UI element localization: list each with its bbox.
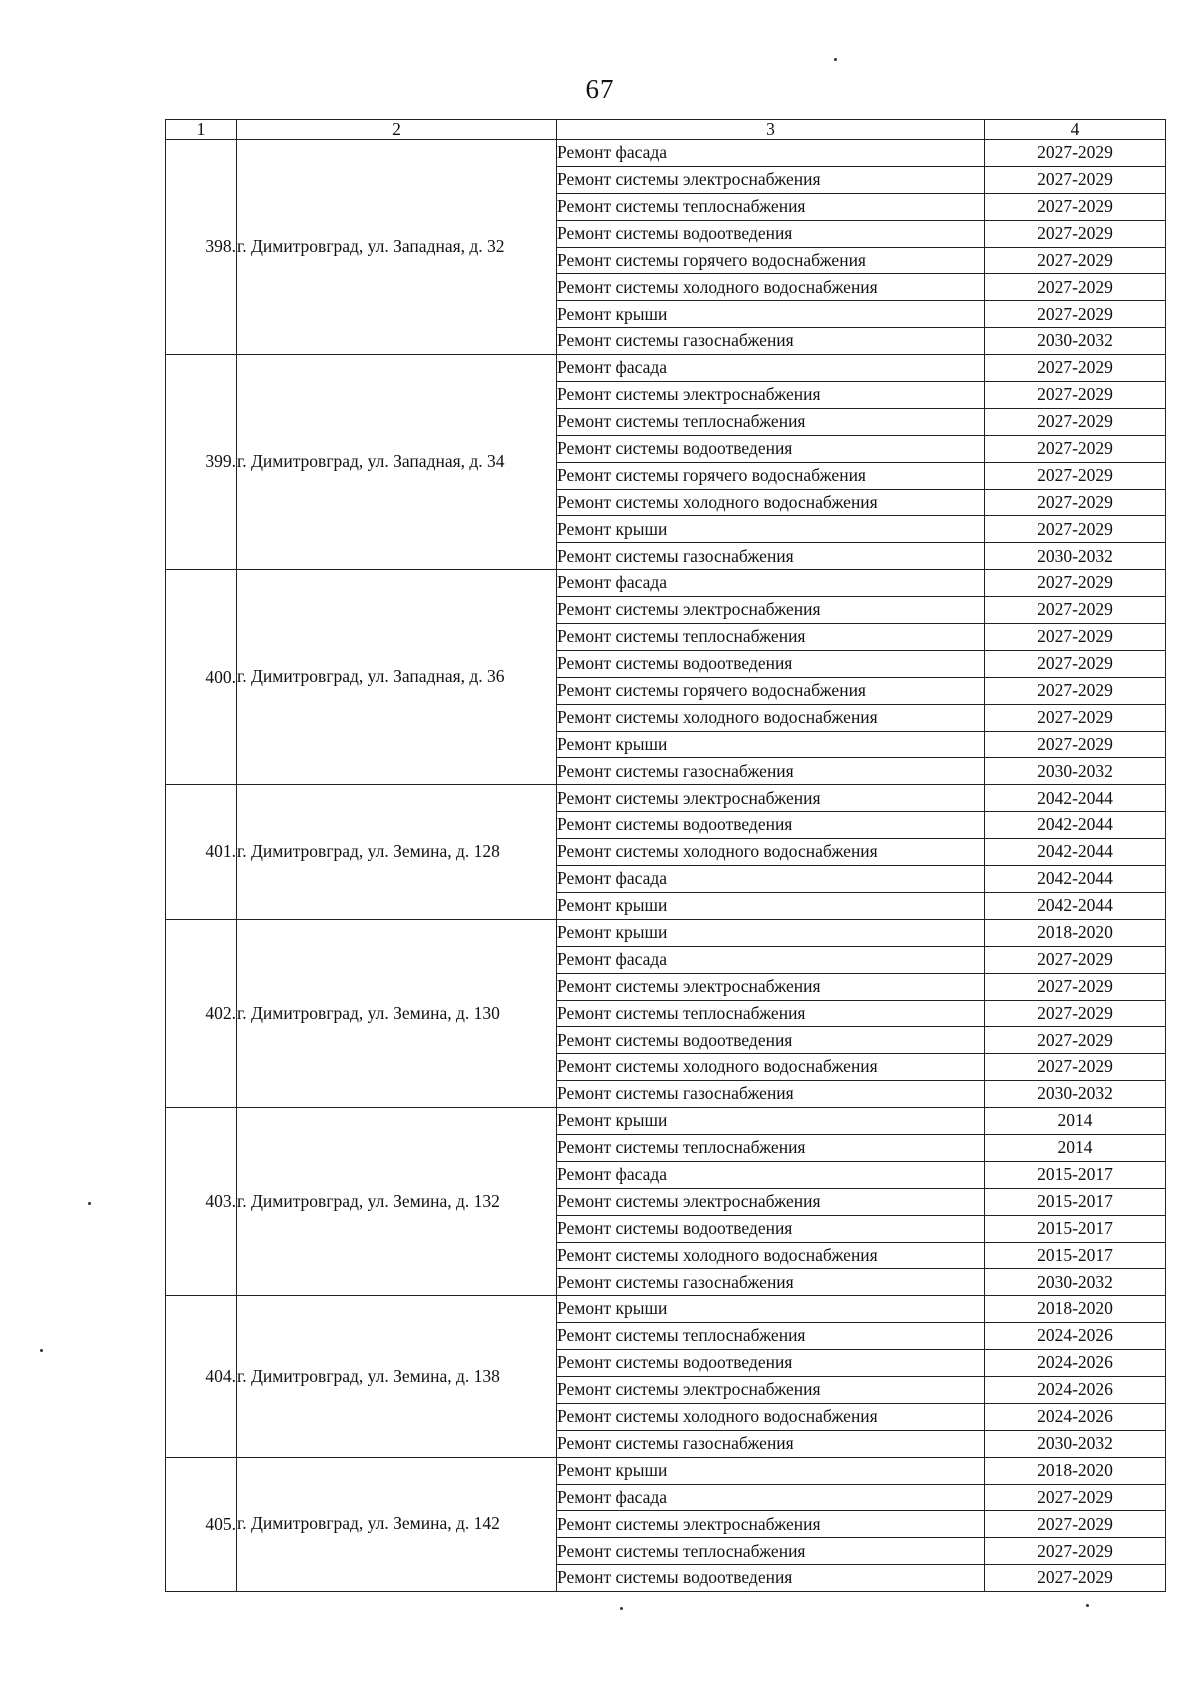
table-body: [166, 140, 1166, 1592]
period-cell: 2027-2029: [985, 140, 1166, 167]
work-type-cell: Ремонт системы электроснабжения: [557, 973, 985, 1000]
work-type-cell: Ремонт системы электроснабжения: [557, 597, 985, 624]
work-type-cell: Ремонт системы газоснабжения: [557, 1081, 985, 1108]
work-type-cell: Ремонт системы холодного водоснабжения: [557, 1054, 985, 1081]
entry-address: г. Димитровград, ул. Западная, д. 32: [237, 140, 557, 355]
scan-speck: [834, 58, 837, 61]
period-cell: 2027-2029: [985, 570, 1166, 597]
table-row: [166, 140, 1166, 167]
entry-number: 401.: [166, 785, 237, 919]
period-cell: 2027-2029: [985, 355, 1166, 382]
entry-address: г. Димитровград, ул. Земина, д. 142: [237, 1457, 557, 1591]
work-type-cell: Ремонт системы теплоснабжения: [557, 1000, 985, 1027]
period-cell: 2015-2017: [985, 1161, 1166, 1188]
work-type-cell: Ремонт фасада: [557, 1161, 985, 1188]
period-cell: 2027-2029: [985, 704, 1166, 731]
entry-number: 405.: [166, 1457, 237, 1591]
work-type-cell: Ремонт системы холодного водоснабжения: [557, 1242, 985, 1269]
period-cell: 2027-2029: [985, 435, 1166, 462]
work-type-cell: Ремонт крыши: [557, 731, 985, 758]
work-type-cell: Ремонт фасада: [557, 1484, 985, 1511]
work-type-cell: Ремонт системы холодного водоснабжения: [557, 489, 985, 516]
work-type-cell: Ремонт системы водоотведения: [557, 435, 985, 462]
work-type-cell: Ремонт системы водоотведения: [557, 812, 985, 839]
work-type-cell: Ремонт системы газоснабжения: [557, 543, 985, 570]
work-type-cell: Ремонт системы газоснабжения: [557, 1430, 985, 1457]
work-type-cell: Ремонт крыши: [557, 516, 985, 543]
table-row: [166, 1457, 1166, 1484]
period-cell: 2027-2029: [985, 1484, 1166, 1511]
period-cell: 2027-2029: [985, 1538, 1166, 1565]
period-cell: 2024-2026: [985, 1376, 1166, 1403]
period-cell: 2027-2029: [985, 301, 1166, 328]
entry-number: 400.: [166, 570, 237, 785]
work-type-cell: Ремонт крыши: [557, 1457, 985, 1484]
work-type-cell: Ремонт системы водоотведения: [557, 1027, 985, 1054]
period-cell: 2014: [985, 1134, 1166, 1161]
table-row: [166, 570, 1166, 597]
entry-number: 398.: [166, 140, 237, 355]
work-type-cell: Ремонт системы электроснабжения: [557, 166, 985, 193]
period-cell: 2024-2026: [985, 1403, 1166, 1430]
work-type-cell: Ремонт системы теплоснабжения: [557, 624, 985, 651]
work-type-cell: Ремонт системы горячего водоснабжения: [557, 247, 985, 274]
period-cell: 2042-2044: [985, 785, 1166, 812]
period-cell: 2030-2032: [985, 758, 1166, 785]
work-type-cell: Ремонт фасада: [557, 140, 985, 167]
work-type-cell: Ремонт системы газоснабжения: [557, 758, 985, 785]
period-cell: 2027-2029: [985, 1000, 1166, 1027]
period-cell: 2027-2029: [985, 382, 1166, 409]
period-cell: 2042-2044: [985, 866, 1166, 893]
period-cell: 2030-2032: [985, 1430, 1166, 1457]
work-type-cell: Ремонт системы газоснабжения: [557, 1269, 985, 1296]
column-header-4: 4: [985, 120, 1166, 140]
period-cell: 2027-2029: [985, 973, 1166, 1000]
work-type-cell: Ремонт системы электроснабжения: [557, 1188, 985, 1215]
period-cell: 2014: [985, 1108, 1166, 1135]
period-cell: 2027-2029: [985, 1511, 1166, 1538]
period-cell: 2015-2017: [985, 1215, 1166, 1242]
period-cell: 2027-2029: [985, 516, 1166, 543]
work-type-cell: Ремонт системы горячего водоснабжения: [557, 462, 985, 489]
period-cell: 2042-2044: [985, 892, 1166, 919]
period-cell: 2030-2032: [985, 543, 1166, 570]
entry-address: г. Димитровград, ул. Земина, д. 138: [237, 1296, 557, 1457]
table-row: [166, 1108, 1166, 1135]
period-cell: 2030-2032: [985, 1081, 1166, 1108]
work-type-cell: Ремонт системы холодного водоснабжения: [557, 704, 985, 731]
entry-address: г. Димитровград, ул. Земина, д. 128: [237, 785, 557, 919]
period-cell: 2027-2029: [985, 462, 1166, 489]
work-type-cell: Ремонт системы теплоснабжения: [557, 1538, 985, 1565]
table-row: [166, 919, 1166, 946]
column-header-1: 1: [166, 120, 237, 140]
work-type-cell: Ремонт системы водоотведения: [557, 650, 985, 677]
table-row: [166, 785, 1166, 812]
entry-number: 402.: [166, 919, 237, 1107]
period-cell: 2027-2029: [985, 946, 1166, 973]
scan-speck: [88, 1202, 91, 1205]
period-cell: 2015-2017: [985, 1188, 1166, 1215]
column-header-2: 2: [237, 120, 557, 140]
period-cell: 2018-2020: [985, 919, 1166, 946]
period-cell: 2027-2029: [985, 408, 1166, 435]
period-cell: 2042-2044: [985, 839, 1166, 866]
work-type-cell: Ремонт крыши: [557, 1296, 985, 1323]
work-type-cell: Ремонт крыши: [557, 301, 985, 328]
work-type-cell: Ремонт системы электроснабжения: [557, 1376, 985, 1403]
period-cell: 2027-2029: [985, 489, 1166, 516]
scan-speck: [620, 1607, 623, 1610]
entry-address: г. Димитровград, ул. Западная, д. 34: [237, 355, 557, 570]
column-header-3: 3: [557, 120, 985, 140]
period-cell: 2027-2029: [985, 1565, 1166, 1592]
repair-schedule-table: [165, 119, 1166, 1592]
work-type-cell: Ремонт крыши: [557, 1108, 985, 1135]
work-type-cell: Ремонт системы холодного водоснабжения: [557, 274, 985, 301]
work-type-cell: Ремонт фасада: [557, 355, 985, 382]
work-type-cell: Ремонт системы горячего водоснабжения: [557, 677, 985, 704]
period-cell: 2027-2029: [985, 193, 1166, 220]
work-type-cell: Ремонт системы водоотведения: [557, 1565, 985, 1592]
work-type-cell: Ремонт системы теплоснабжения: [557, 193, 985, 220]
entry-number: 404.: [166, 1296, 237, 1457]
work-type-cell: Ремонт фасада: [557, 570, 985, 597]
work-type-cell: Ремонт системы водоотведения: [557, 1215, 985, 1242]
header-row: [166, 120, 1166, 140]
entry-number: 399.: [166, 355, 237, 570]
period-cell: 2024-2026: [985, 1323, 1166, 1350]
work-type-cell: Ремонт системы теплоснабжения: [557, 1323, 985, 1350]
period-cell: 2018-2020: [985, 1457, 1166, 1484]
entry-address: г. Димитровград, ул. Западная, д. 36: [237, 570, 557, 785]
period-cell: 2027-2029: [985, 597, 1166, 624]
work-type-cell: Ремонт системы холодного водоснабжения: [557, 1403, 985, 1430]
period-cell: 2015-2017: [985, 1242, 1166, 1269]
period-cell: 2024-2026: [985, 1350, 1166, 1377]
period-cell: 2027-2029: [985, 1054, 1166, 1081]
period-cell: 2027-2029: [985, 650, 1166, 677]
period-cell: 2018-2020: [985, 1296, 1166, 1323]
work-type-cell: Ремонт системы газоснабжения: [557, 328, 985, 355]
table-row: [166, 355, 1166, 382]
work-type-cell: Ремонт системы теплоснабжения: [557, 408, 985, 435]
period-cell: 2027-2029: [985, 1027, 1166, 1054]
work-type-cell: Ремонт системы электроснабжения: [557, 382, 985, 409]
period-cell: 2030-2032: [985, 1269, 1166, 1296]
work-type-cell: Ремонт фасада: [557, 946, 985, 973]
work-type-cell: Ремонт крыши: [557, 919, 985, 946]
period-cell: 2027-2029: [985, 624, 1166, 651]
work-type-cell: Ремонт фасада: [557, 866, 985, 893]
entry-number: 403.: [166, 1108, 237, 1296]
period-cell: 2027-2029: [985, 220, 1166, 247]
work-type-cell: Ремонт системы электроснабжения: [557, 785, 985, 812]
period-cell: 2042-2044: [985, 812, 1166, 839]
work-type-cell: Ремонт системы водоотведения: [557, 1350, 985, 1377]
period-cell: 2027-2029: [985, 247, 1166, 274]
period-cell: 2030-2032: [985, 328, 1166, 355]
period-cell: 2027-2029: [985, 731, 1166, 758]
work-type-cell: Ремонт системы водоотведения: [557, 220, 985, 247]
period-cell: 2027-2029: [985, 677, 1166, 704]
scan-speck: [1086, 1604, 1089, 1607]
work-type-cell: Ремонт крыши: [557, 892, 985, 919]
entry-address: г. Димитровград, ул. Земина, д. 130: [237, 919, 557, 1107]
entry-address: г. Димитровград, ул. Земина, д. 132: [237, 1108, 557, 1296]
period-cell: 2027-2029: [985, 166, 1166, 193]
table-row: [166, 1296, 1166, 1323]
table-header: [166, 120, 1166, 140]
work-type-cell: Ремонт системы электроснабжения: [557, 1511, 985, 1538]
work-type-cell: Ремонт системы холодного водоснабжения: [557, 839, 985, 866]
period-cell: 2027-2029: [985, 274, 1166, 301]
scan-speck: [40, 1349, 43, 1352]
page-number: 67: [585, 74, 615, 104]
work-type-cell: Ремонт системы теплоснабжения: [557, 1134, 985, 1161]
